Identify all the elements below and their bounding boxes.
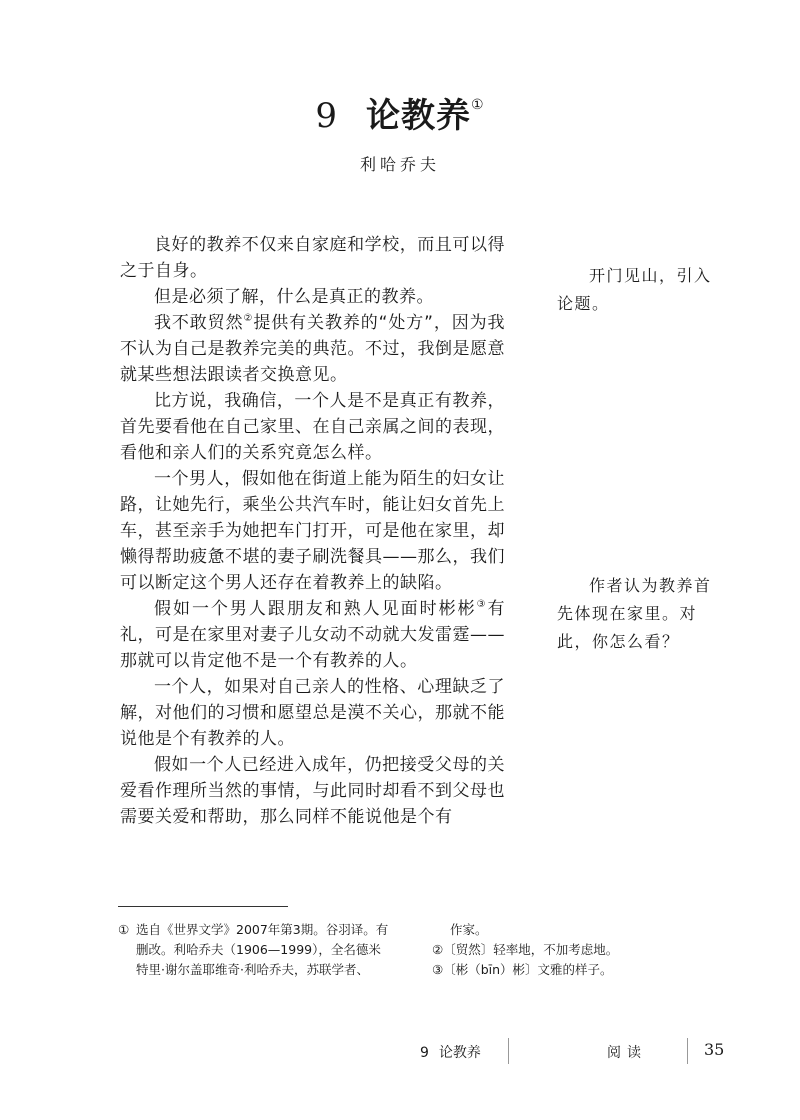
title-footnote-marker: ① — [471, 97, 485, 113]
paragraph-3-part-b: 提供有关教养的“处方”，因为我不认为自己是教养完美的典范。不过，我倒是愿意就某些想法跟读者交换意见。 — [120, 313, 506, 385]
paragraph-6-part-b: 有礼，可是在家里对妻子儿女动不动就大发雷霆——那就可以肯定他不是一个有教养的人。 — [120, 599, 506, 671]
footer-divider-1 — [508, 1038, 509, 1064]
footnotes-right — [432, 920, 702, 980]
footnote-1-line-1: 选自《世界文学》2007年第3期。谷羽译。有 — [136, 922, 389, 937]
paragraph-5: 一个男人，假如他在街道上能为陌生的妇女让路，让她先行，乘坐公共汽车时，能让妇女首先上车，甚至亲手为她把车门打开，可是他在家里，却懒得帮助疲惫不堪的妻子刷洗餐具——那么，我们可以断定这个男人还存在着教养上的缺陷。 — [120, 469, 505, 593]
footnote-ref-3: ③ — [476, 599, 488, 610]
footnote-1-marker: ① — [118, 922, 130, 937]
footnote-3: ③〔彬（bīn）彬〕文雅的样子。 — [432, 962, 613, 977]
page-number: 35 — [704, 1040, 725, 1059]
main-text — [120, 232, 505, 830]
paragraph-7: 一个人，如果对自己亲人的性格、心理缺乏了解，对他们的习惯和愿望总是漠不关心，那就不能说他是个有教养的人。 — [120, 677, 505, 749]
paragraph-1: 良好的教养不仅来自家庭和学校，而且可以得之于自身。 — [120, 235, 505, 281]
paragraph-4: 比方说，我确信，一个人是不是真正有教养，首先要看他在自己家里、在自己亲属之间的表现，看他和亲人们的关系究竟怎么样。 — [120, 391, 505, 463]
side-note-1: 开门见山，引入论题。 — [557, 266, 712, 313]
footnotes-left — [118, 920, 408, 980]
paragraph-3 — [120, 310, 505, 388]
footer-divider-2 — [687, 1038, 688, 1064]
paragraph-6 — [120, 596, 505, 674]
paragraph-6-part-a: 假如一个男人跟朋友和熟人见面时彬彬 — [154, 599, 477, 619]
side-note-2: 作者认为教养首先体现在家里。对此，你怎么看？ — [557, 576, 712, 651]
author-name: 利哈乔夫 — [359, 155, 440, 174]
footnote-ref-2: ② — [243, 313, 254, 324]
footnote-1-line-3: 特里·谢尔盖耶维奇·利哈乔夫，苏联学者、 — [136, 962, 369, 977]
footer-chapter — [420, 1042, 481, 1062]
chapter-title: 论教养 — [366, 96, 472, 136]
paragraph-2: 但是必须了解，什么是真正的教养。 — [154, 287, 434, 307]
footnote-2: ②〔贸然〕轻率地，不加考虑地。 — [432, 942, 619, 957]
chapter-number: 9 — [315, 96, 339, 136]
footnote-divider — [118, 906, 288, 907]
footer-section: 阅读 — [607, 1045, 647, 1061]
page-title — [0, 88, 800, 137]
footnote-1 — [118, 920, 408, 940]
footnote-1-line-4: 作家。 — [450, 922, 488, 937]
paragraph-3-part-a: 我不敢贸然 — [154, 313, 244, 333]
paragraph-8: 假如一个人已经进入成年，仍把接受父母的关爱看作理所当然的事情，与此同时却看不到父母也需要关爱和帮助，那么同样不能说他是个有 — [120, 755, 505, 827]
footer-chapter-number: 9 — [420, 1045, 429, 1061]
footer-chapter-title: 论教养 — [438, 1045, 481, 1061]
footnote-1-line-2: 删改。利哈乔夫（1906—1999），全名德米 — [136, 942, 381, 957]
